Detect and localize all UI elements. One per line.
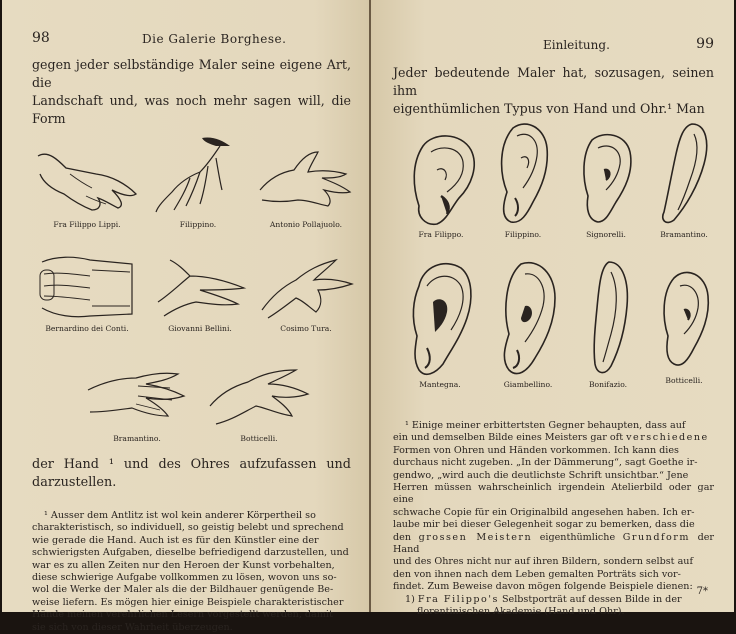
ear-caption: Botticelli. xyxy=(665,376,703,385)
hand-figure xyxy=(148,250,252,333)
right-page xyxy=(371,0,734,618)
right-page-number: 99 xyxy=(696,36,714,52)
footnote-line: gendwo, „wird auch die deutlichste Schrift unsichtbar.“ Jene xyxy=(393,469,689,481)
left-intro-line: gegen jeder selbständige Maler seine eigene Art, die xyxy=(32,57,351,90)
ear-drawing-icon xyxy=(403,126,479,230)
ear-caption: Mantegna. xyxy=(419,380,461,389)
ear-caption: Giambellino. xyxy=(503,380,553,389)
footnote-line: den xyxy=(393,531,419,543)
right-running-head xyxy=(393,30,714,50)
ear-drawing-icon xyxy=(405,256,475,380)
hand-drawing-icon xyxy=(256,144,356,220)
ear-figure xyxy=(399,256,481,389)
footnote-line: schwierigsten Aufgaben, dieselbe befriedigend darzustellen, und xyxy=(32,547,349,559)
hand-figure xyxy=(148,132,248,229)
hand-caption: Fra Filippo Lippi. xyxy=(53,220,121,229)
hand-drawing-icon xyxy=(34,250,140,324)
footnote-line: wol die Werke der Maler als die der Bildhauer genügende Be- xyxy=(32,584,334,596)
footnote-line: wie gerade die Hand. Auch ist es für den Künstler eine der xyxy=(32,534,319,546)
left-page xyxy=(2,0,369,633)
footnote-line: schwache Copie für ein Originalbild angesehen haben. Ich er- xyxy=(393,506,695,518)
footnote-emphasis: grossen Meistern xyxy=(418,531,533,543)
hand-caption: Antonio Pollajuolo. xyxy=(269,220,343,229)
footnote-line: ein und demselben Bilde eines Meisters gar oft xyxy=(393,432,627,444)
hand-figure xyxy=(82,360,192,443)
hand-caption: Bernardino dei Conti. xyxy=(45,324,129,333)
ear-caption: Fra Filippo. xyxy=(418,230,464,239)
right-intro-line: eigenthümlichen Typus von Hand und Ohr.¹ Man xyxy=(393,101,705,116)
footnote-emphasis: Fra Filippo's xyxy=(417,593,499,605)
footnote-line: charakteristisch, so individuell, so geistig belebt und sprechend xyxy=(32,522,344,534)
ear-figure xyxy=(569,126,643,239)
ear-caption: Bramantino. xyxy=(660,230,708,239)
footnote-line: war es zu allen Zeiten nur den Heroen der Kunst vorbehalten, xyxy=(32,559,335,571)
ear-drawing-icon xyxy=(576,126,636,230)
ear-drawing-icon xyxy=(495,256,561,380)
ear-drawing-icon xyxy=(656,118,712,230)
ear-figure xyxy=(575,256,641,389)
hand-caption: Botticelli. xyxy=(240,434,278,443)
footnote-line: laube mir bei dieser Gelegenheit sogar zu bemerken, dass die xyxy=(393,519,695,531)
ears-figure xyxy=(393,118,714,406)
hand-figure xyxy=(254,144,358,229)
footnote-line: Herren müssen wahrscheinlich irgendein Atelierbild oder gar eine xyxy=(393,482,714,506)
footnote-line: florentinischen Akademie (Hand und Ohr). xyxy=(417,606,625,618)
right-intro xyxy=(393,64,714,118)
ear-figure xyxy=(649,264,719,385)
hand-caption: Giovanni Bellini. xyxy=(168,324,232,333)
hand-drawing-icon xyxy=(150,132,246,220)
ear-caption: Filippino. xyxy=(504,230,542,239)
footnote-line: der Hand xyxy=(393,531,714,556)
footnote-list-item xyxy=(393,594,682,605)
hand-drawing-icon xyxy=(34,144,140,220)
footnote-line: ¹ Ausser dem Antlitz ist wol kein anderer Körpertheil so xyxy=(44,510,316,521)
hand-figure xyxy=(32,250,142,333)
footnote-line: durchaus nicht zugeben. „In der Dämmerung“, sagt Goethe ir- xyxy=(393,457,698,469)
hands-figure xyxy=(32,128,351,450)
ear-drawing-icon xyxy=(656,264,712,376)
footnote-line: diese schwierige Aufgabe vollkommen zu lösen, wovon uns so- xyxy=(32,572,337,584)
right-intro-line: Jeder bedeutende Maler hat, sozusagen, seinen ihm xyxy=(393,65,714,98)
ear-drawing-icon xyxy=(583,256,633,380)
ear-figure xyxy=(647,118,721,239)
hand-drawing-icon xyxy=(206,360,312,434)
left-footnote xyxy=(32,510,351,634)
signature-mark: 7* xyxy=(696,586,708,597)
right-running-title: Einleitung. xyxy=(543,38,610,52)
footnote-line: den von ihnen nach dem Leben gemalten Porträts sich vor- xyxy=(393,568,681,580)
left-closing-line: der Hand ¹ und des Ohres aufzufassen und darzustellen. xyxy=(32,457,351,490)
hand-caption: Cosimo Tura. xyxy=(280,324,332,333)
left-page-number: 98 xyxy=(32,30,50,46)
hand-drawing-icon xyxy=(256,250,356,324)
ear-figure xyxy=(489,256,567,389)
left-running-title: Die Galerie Borghese. xyxy=(142,32,287,46)
footnote-line: Hände meinen verehrlichen Lesern vorgestellt werden, damit xyxy=(32,609,333,621)
hand-figure xyxy=(32,144,142,229)
hand-figure xyxy=(254,250,358,333)
hand-caption: Bramantino. xyxy=(113,434,161,443)
footnote-line: findet. Zum Beweise davon mögen folgende Beispiele dienen: xyxy=(393,581,693,593)
hand-drawing-icon xyxy=(84,360,190,434)
left-intro xyxy=(32,56,351,128)
ear-caption: Signorelli. xyxy=(586,230,626,239)
footnote-line: sie sich von dieser Wahrheit überzeugen. xyxy=(32,621,233,633)
footnote-line: eigenthümliche xyxy=(532,531,623,543)
hand-drawing-icon xyxy=(150,250,250,324)
footnote-emphasis: verschiedene xyxy=(626,432,709,444)
ear-figure xyxy=(485,118,561,239)
footnote-line: ¹ Einige meiner erbittertsten Gegner behaupten, dass auf xyxy=(405,420,686,431)
footnote-line: weise liefern. Es mögen hier einige Beispiele charakteristischer xyxy=(32,596,344,608)
footnote-emphasis: Grundform xyxy=(622,531,690,543)
left-running-head xyxy=(32,30,351,50)
list-marker: 1) xyxy=(405,593,418,605)
hand-figure xyxy=(204,360,314,443)
footnote-line: Formen von Ohren und Händen vorkommen. Ich kann dies xyxy=(393,444,679,456)
footnote-line: und des Ohres nicht nur auf ihren Bildern, sondern selbst auf xyxy=(393,556,694,568)
ear-caption: Bonifazio. xyxy=(588,380,628,389)
left-intro-line: Landschaft und, was noch mehr sagen will, die Form xyxy=(32,93,351,126)
ear-drawing-icon xyxy=(493,118,553,230)
footnote-line: Selbstporträt auf dessen Bilde in der xyxy=(498,593,682,605)
hand-caption: Filippino. xyxy=(179,220,217,229)
ear-figure xyxy=(401,126,481,239)
right-footnote xyxy=(393,420,714,619)
